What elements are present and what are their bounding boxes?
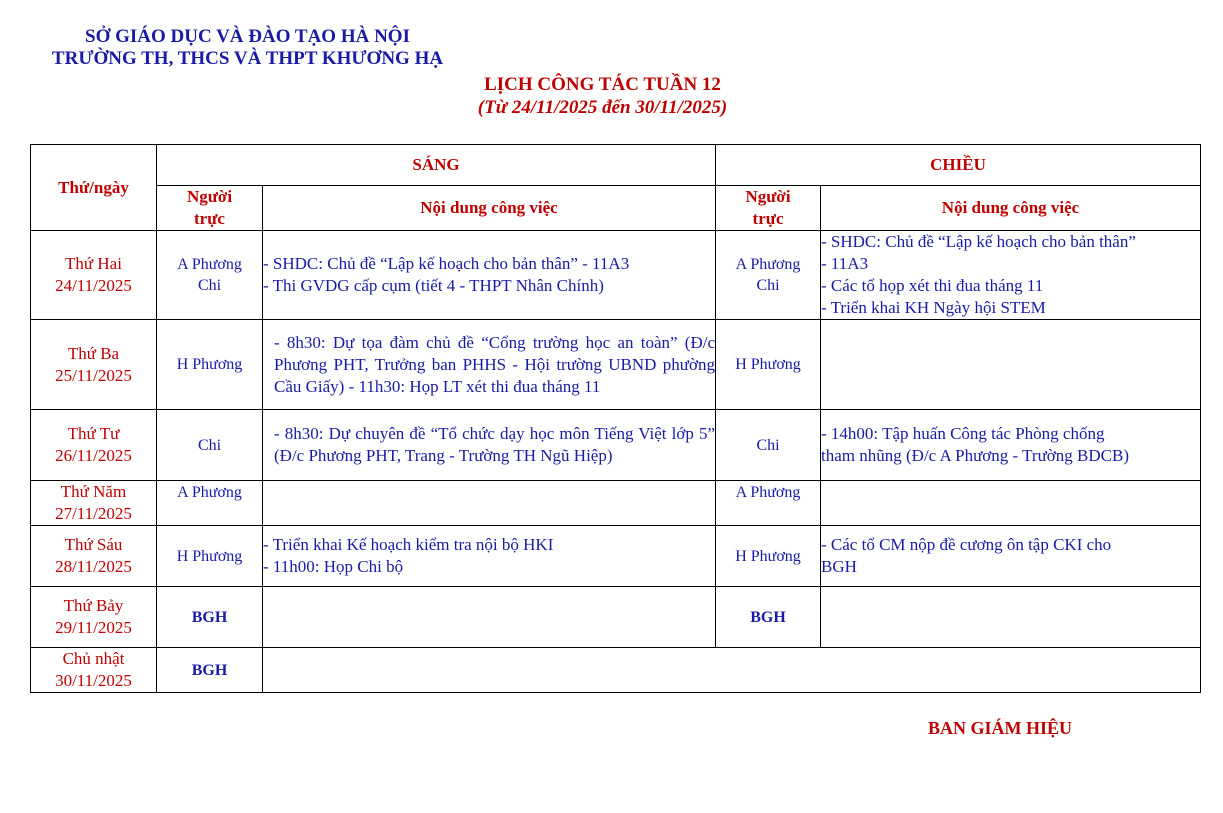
day-date: 30/11/2025 bbox=[55, 671, 132, 690]
day-date: 25/11/2025 bbox=[55, 365, 132, 385]
task-line: - Các tổ CM nộp đề cương ôn tập CKI cho bbox=[821, 535, 1112, 554]
am-duty-cell: BGH bbox=[157, 648, 263, 693]
task-line: - 11h00: Họp Chi bộ bbox=[263, 557, 404, 576]
col-header-duty-line2: trực bbox=[194, 209, 225, 228]
am-duty-cell: A Phương bbox=[157, 481, 263, 526]
day-date: 24/11/2025 bbox=[55, 276, 132, 295]
pm-duty-cell: BGH bbox=[716, 587, 821, 648]
am-content-cell: - 8h30: Dự chuyên đề “Tổ chức dạy học môn Tiếng Việt lớp 5” (Đ/c Phương PHT, Trang - Trường TH Ngũ Hiệp) bbox=[263, 410, 716, 481]
pm-duty-cell: Chi bbox=[716, 410, 821, 481]
col-header-am-content: Nội dung công việc bbox=[263, 186, 716, 231]
pm-content-cell bbox=[821, 481, 1201, 526]
header-row-1 bbox=[31, 145, 1201, 186]
day-cell bbox=[31, 526, 157, 587]
day-date: 28/11/2025 bbox=[55, 557, 132, 576]
col-header-day: Thứ/ngày bbox=[31, 145, 157, 231]
col-header-duty-line1: Người bbox=[745, 187, 791, 206]
day-date: 29/11/2025 bbox=[55, 618, 132, 637]
header-row-2 bbox=[31, 186, 1201, 231]
day-cell bbox=[31, 648, 157, 693]
pm-content-cell bbox=[821, 587, 1201, 648]
task-line: - SHDC: Chủ đề “Lập kế hoạch cho bản thân” bbox=[821, 232, 1136, 251]
org-school: TRƯỜNG TH, THCS VÀ THPT KHƯƠNG HẠ bbox=[51, 48, 444, 69]
col-header-pm-duty bbox=[716, 186, 821, 231]
day-name: Chủ nhật bbox=[62, 649, 125, 668]
am-duty-cell: H Phương bbox=[157, 526, 263, 587]
pm-duty-cell bbox=[716, 231, 821, 320]
am-duty-cell: H Phương bbox=[157, 320, 263, 410]
am-duty-name: Chi bbox=[197, 277, 222, 294]
table-row bbox=[31, 410, 1201, 481]
task-line: - 14h00: Tập huấn Công tác Phòng chống bbox=[821, 424, 1105, 443]
pm-duty-name: Chi bbox=[756, 277, 780, 294]
pm-duty-name: A Phương bbox=[735, 256, 801, 273]
col-header-afternoon: CHIỀU bbox=[716, 145, 1201, 186]
sunday-content-cell bbox=[263, 648, 1201, 693]
am-duty-cell: Chi bbox=[157, 410, 263, 481]
am-duty-cell: BGH bbox=[157, 587, 263, 648]
schedule-table bbox=[30, 144, 1201, 693]
day-name: Thứ Hai bbox=[65, 254, 122, 273]
task-line: - Triển khai KH Ngày hội STEM bbox=[821, 298, 1046, 317]
org-department: SỞ GIÁO DỤC VÀ ĐÀO TẠO HÀ NỘI bbox=[85, 26, 410, 47]
col-header-duty-line1: Người bbox=[186, 187, 233, 206]
am-duty-cell bbox=[157, 231, 263, 320]
signature-label: BAN GIÁM HIỆU bbox=[928, 718, 1073, 738]
day-date: 27/11/2025 bbox=[55, 504, 132, 523]
col-header-am-duty bbox=[157, 186, 263, 231]
task-line: - SHDC: Chủ đề “Lập kế hoạch cho bản thân” - 11A3 bbox=[263, 254, 630, 273]
col-header-duty-line2: trực bbox=[752, 209, 784, 228]
day-name: Thứ Ba bbox=[67, 343, 120, 363]
day-cell bbox=[31, 481, 157, 526]
am-content-cell bbox=[263, 231, 716, 320]
am-content-cell: - 8h30: Dự tọa đàm chủ đề “Cổng trường học an toàn” (Đ/c Phương PHT, Trưởng ban PHHS - Hội trường UBND phường Cầu Giấy) - 11h30: Họp LT xét thi đua tháng 11 bbox=[263, 320, 716, 410]
table-row bbox=[31, 648, 1201, 693]
table-row bbox=[31, 320, 1201, 410]
am-content-cell bbox=[263, 526, 716, 587]
pm-content-cell bbox=[821, 320, 1201, 410]
table-row bbox=[31, 587, 1201, 648]
table-row bbox=[31, 526, 1201, 587]
task-line: - Thi GVDG cấp cụm (tiết 4 - THPT Nhân Chính) bbox=[263, 276, 604, 295]
am-duty-name: A Phương bbox=[177, 256, 242, 273]
task-line: - Triển khai Kế hoạch kiểm tra nội bộ HKI bbox=[263, 535, 554, 554]
task-line: BGH bbox=[821, 557, 857, 576]
day-cell bbox=[31, 231, 157, 320]
col-header-morning: SÁNG bbox=[157, 145, 716, 186]
task-line: - Các tổ họp xét thi đua tháng 11 bbox=[821, 276, 1044, 295]
page-title: LỊCH CÔNG TÁC TUẦN 12 bbox=[484, 74, 721, 95]
pm-content-cell bbox=[821, 526, 1201, 587]
pm-content-cell bbox=[821, 410, 1201, 481]
day-cell bbox=[31, 587, 157, 648]
pm-content-cell bbox=[821, 231, 1201, 320]
pm-duty-cell: H Phương bbox=[716, 526, 821, 587]
day-date: 26/11/2025 bbox=[55, 446, 132, 465]
am-content-cell bbox=[263, 587, 716, 648]
day-name: Thứ Bảy bbox=[63, 596, 124, 615]
task-line: tham nhũng (Đ/c A Phương - Trường BDCB) bbox=[821, 446, 1129, 465]
day-cell bbox=[31, 320, 157, 410]
col-header-pm-content: Nội dung công việc bbox=[821, 186, 1201, 231]
pm-duty-cell: H Phương bbox=[716, 320, 821, 410]
am-content-cell bbox=[263, 481, 716, 526]
day-cell bbox=[31, 410, 157, 481]
day-name: Thứ Tư bbox=[67, 424, 120, 443]
day-name: Thứ Sáu bbox=[64, 535, 123, 554]
table-row bbox=[31, 481, 1201, 526]
page-subtitle: (Từ 24/11/2025 đến 30/11/2025) bbox=[477, 97, 728, 118]
pm-duty-cell: A Phương bbox=[716, 481, 821, 526]
task-line: - 11A3 bbox=[821, 254, 869, 273]
table-row bbox=[31, 231, 1201, 320]
day-name: Thứ Năm bbox=[60, 482, 127, 501]
